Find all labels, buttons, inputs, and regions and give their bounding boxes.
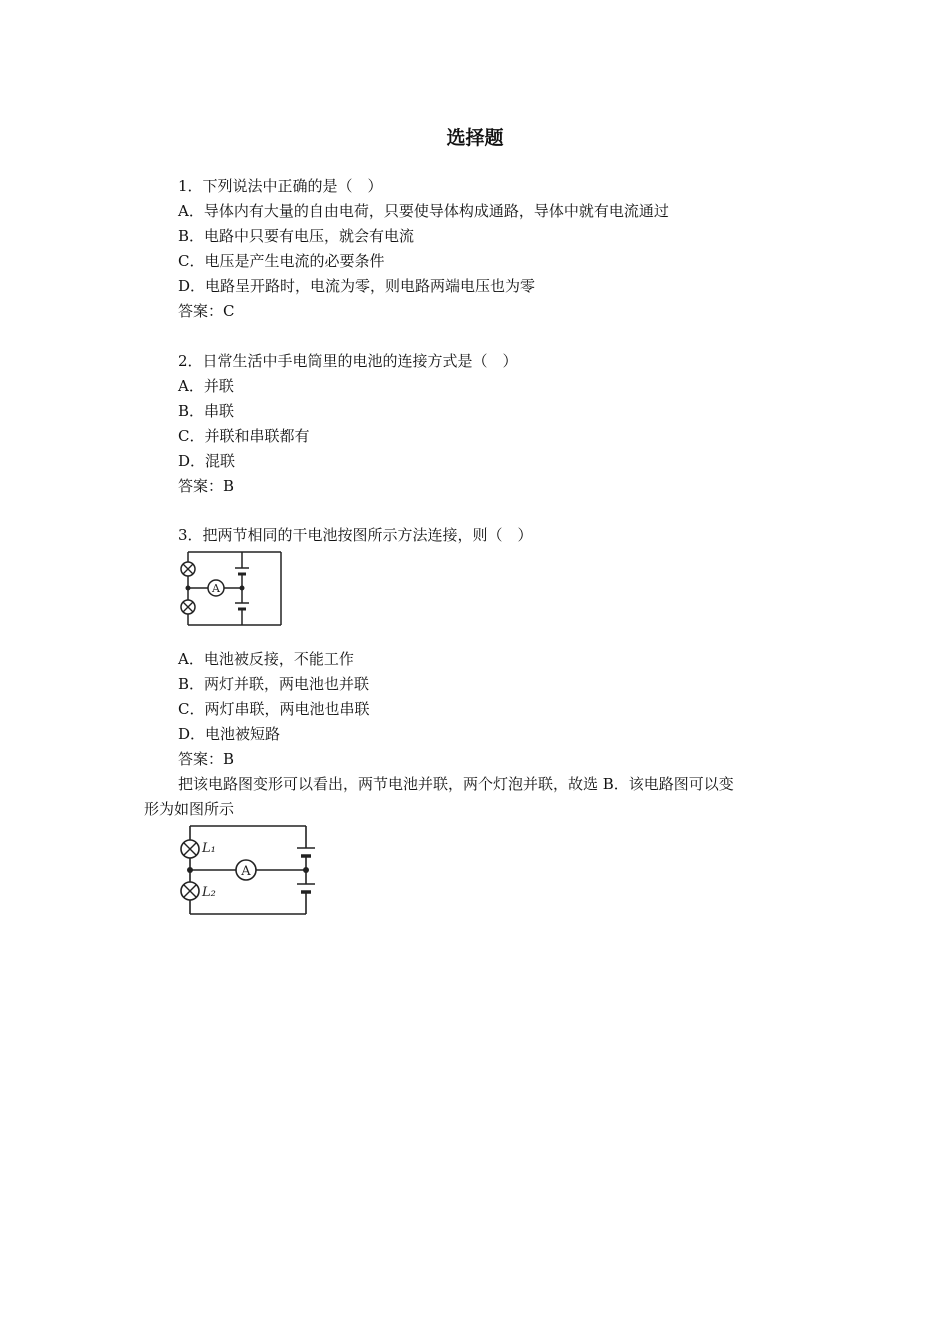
lamp-icon	[181, 600, 195, 614]
question-1-answer: 答案：C	[178, 302, 235, 320]
question-1-option-d: D．电路呈开路时，电流为零，则电路两端电压也为零	[178, 277, 536, 295]
page-title: 选择题	[446, 127, 504, 149]
question-3-explanation-line-2: 形为如图所示	[144, 800, 235, 818]
lamp-2-label: L₂	[202, 885, 216, 900]
question-2-option-a: A．并联	[178, 377, 234, 395]
lamp-1-label: L₁	[202, 841, 216, 856]
question-3-answer: 答案：B	[178, 750, 235, 768]
question-1-option-b: B．电路中只要有电压，就会有电流	[178, 227, 415, 245]
question-3-option-a: A．电池被反接，不能工作	[178, 650, 354, 668]
question-2-stem: 2．日常生活中手电筒里的电池的连接方式是（ ）	[178, 352, 518, 370]
circuit-figure-redrawn	[176, 822, 326, 922]
question-3-explanation-line-1: 把该电路图变形可以看出，两节电池并联，两个灯泡并联，故选 B．该电路图可以变	[178, 775, 734, 793]
question-3-stem: 3．把两节相同的干电池按图所示方法连接，则（ ）	[178, 526, 533, 544]
lamp-1-icon	[181, 840, 199, 858]
lamp-2-icon	[181, 882, 199, 900]
question-1-stem: 1．下列说法中正确的是（ ）	[178, 177, 383, 195]
question-3-option-b: B．两灯并联，两电池也并联	[178, 675, 370, 693]
question-2-answer: 答案：B	[178, 477, 235, 495]
question-2-option-b: B．串联	[178, 402, 235, 420]
lamp-icon	[181, 562, 195, 576]
ammeter-label: A	[212, 582, 220, 595]
question-1-option-a: A．导体内有大量的自由电荷，只要使导体构成通路，导体中就有电流通过	[178, 202, 669, 220]
question-3-option-d: D．电池被短路	[178, 725, 281, 743]
question-2-option-c: C．并联和串联都有	[178, 427, 310, 445]
ammeter-label: A	[241, 864, 251, 879]
question-3-option-c: C．两灯串联，两电池也串联	[178, 700, 370, 718]
question-1-option-c: C．电压是产生电流的必要条件	[178, 252, 385, 270]
circuit-figure-original	[176, 549, 286, 629]
question-2-option-d: D．混联	[178, 452, 236, 470]
